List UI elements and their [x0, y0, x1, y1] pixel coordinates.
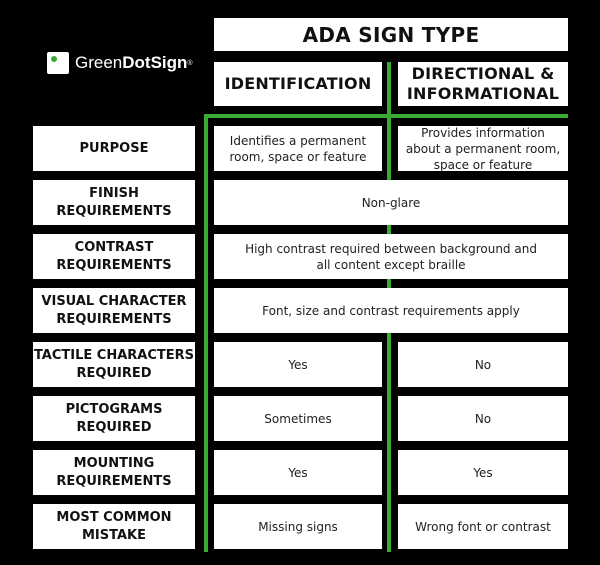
green-horizontal-line [204, 114, 568, 118]
green-left-vertical-line [204, 114, 208, 552]
row-label-tactile: TACTILE CHARACTERS REQUIRED [33, 342, 195, 387]
row-label-purpose: PURPOSE [33, 126, 195, 171]
mounting-directional-cell: Yes [398, 450, 568, 495]
row-label-finish: FINISH REQUIREMENTS [33, 180, 195, 225]
logo-text: GreenDotSign [75, 53, 188, 72]
mistake-directional-cell: Wrong font or contrast [398, 504, 568, 549]
row-label-visual-character: VISUAL CHARACTER REQUIREMENTS [33, 288, 195, 333]
contrast-both-cell: High contrast required between background and all content except braille [214, 234, 568, 279]
row-label-mounting: MOUNTING REQUIREMENTS [33, 450, 195, 495]
tactile-directional-cell: No [398, 342, 568, 387]
visual-character-both-cell: Font, size and contrast requirements apply [214, 288, 568, 333]
purpose-directional-cell: Provides information about a permanent room, space or feature [398, 126, 568, 171]
pictograms-directional-cell: No [398, 396, 568, 441]
row-label-common-mistake: MOST COMMON MISTAKE [33, 504, 195, 549]
logo-mark-icon [47, 52, 69, 74]
tactile-identification-cell: Yes [214, 342, 382, 387]
pictograms-identification-cell: Sometimes [214, 396, 382, 441]
finish-both-cell: Non-glare [214, 180, 568, 225]
identification-header: IDENTIFICATION [214, 62, 382, 106]
mounting-identification-cell: Yes [214, 450, 382, 495]
registered-mark: ® [187, 59, 193, 67]
greendotsign-logo [47, 52, 193, 74]
mistake-identification-cell: Missing signs [214, 504, 382, 549]
row-label-pictograms: PICTOGRAMS REQUIRED [33, 396, 195, 441]
row-label-contrast: CONTRAST REQUIREMENTS [33, 234, 195, 279]
directional-informational-header: DIRECTIONAL & INFORMATIONAL [398, 62, 568, 106]
purpose-identification-cell: Identifies a permanent room, space or feature [214, 126, 382, 171]
sign-type-title: ADA SIGN TYPE [214, 18, 568, 51]
